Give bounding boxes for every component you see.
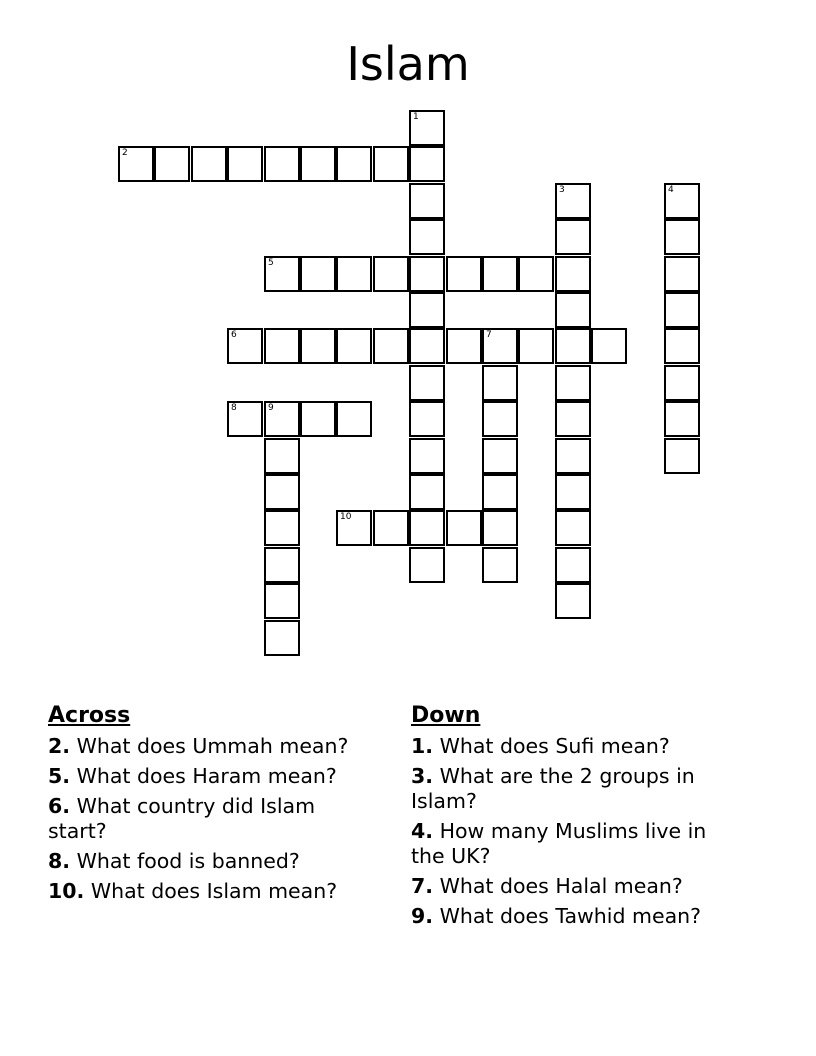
grid-cell[interactable]	[482, 328, 518, 364]
grid-cell[interactable]	[373, 146, 409, 182]
cell-number: 10	[340, 512, 352, 522]
grid-cell[interactable]	[191, 146, 227, 182]
cell-number: 1	[413, 112, 419, 122]
grid-cell[interactable]	[446, 510, 482, 546]
cell-number: 6	[231, 330, 237, 340]
grid-cell[interactable]	[154, 146, 190, 182]
grid-cell[interactable]	[446, 328, 482, 364]
clue-down-9	[411, 904, 741, 929]
clue-text: What country did Islam start?	[48, 794, 316, 843]
cell-number: 3	[559, 185, 565, 195]
grid-cell[interactable]	[336, 256, 372, 292]
grid-cell[interactable]	[591, 328, 627, 364]
grid-cell[interactable]	[555, 292, 591, 328]
grid-cell[interactable]	[482, 510, 518, 546]
grid-cell[interactable]	[664, 365, 700, 401]
grid-cell[interactable]	[409, 146, 445, 182]
clue-down-1	[411, 734, 741, 759]
clue-number: 1.	[411, 734, 434, 758]
clue-across-6	[48, 794, 378, 844]
grid-cell[interactable]	[664, 401, 700, 437]
clue-text: How many Muslims live in the UK?	[411, 819, 707, 868]
grid-cell[interactable]	[409, 438, 445, 474]
grid-cell[interactable]	[118, 146, 154, 182]
clue-text: What does Islam mean?	[90, 879, 338, 903]
grid-cell[interactable]	[336, 510, 372, 546]
grid-cell[interactable]	[664, 438, 700, 474]
clue-number: 5.	[48, 764, 71, 788]
grid-cell[interactable]	[555, 328, 591, 364]
clue-number: 9.	[411, 904, 434, 928]
grid-cell[interactable]	[300, 256, 336, 292]
clue-across-5	[48, 764, 378, 789]
grid-cell[interactable]	[664, 183, 700, 219]
grid-cell[interactable]	[264, 547, 300, 583]
grid-cell[interactable]	[409, 474, 445, 510]
grid-cell[interactable]	[336, 401, 372, 437]
clue-across-8	[48, 849, 378, 874]
grid-cell[interactable]	[264, 438, 300, 474]
grid-cell[interactable]	[555, 183, 591, 219]
grid-cell[interactable]	[555, 474, 591, 510]
cell-number: 5	[268, 258, 274, 268]
puzzle-title: Islam	[346, 37, 470, 91]
grid-cell[interactable]	[555, 438, 591, 474]
grid-cell[interactable]	[482, 547, 518, 583]
clue-number: 7.	[411, 874, 434, 898]
grid-cell[interactable]	[227, 328, 263, 364]
cell-number: 4	[668, 185, 674, 195]
grid-cell[interactable]	[555, 219, 591, 255]
clue-text: What does Tawhid mean?	[439, 904, 702, 928]
clue-number: 2.	[48, 734, 71, 758]
grid-cell[interactable]	[264, 256, 300, 292]
grid-cell[interactable]	[409, 401, 445, 437]
grid-cell[interactable]	[409, 547, 445, 583]
grid-cell[interactable]	[555, 583, 591, 619]
clue-across-10	[48, 879, 378, 904]
cell-number: 2	[122, 148, 128, 158]
grid-cell[interactable]	[264, 328, 300, 364]
grid-cell[interactable]	[300, 146, 336, 182]
cell-number: 9	[268, 403, 274, 413]
grid-cell[interactable]	[482, 256, 518, 292]
grid-cell[interactable]	[227, 146, 263, 182]
down-heading: Down	[411, 703, 481, 728]
grid-cell[interactable]	[264, 510, 300, 546]
grid-cell[interactable]	[336, 146, 372, 182]
clue-across-2	[48, 734, 378, 759]
grid-cell[interactable]	[555, 256, 591, 292]
grid-cell[interactable]	[227, 401, 263, 437]
grid-cell[interactable]	[518, 256, 554, 292]
grid-cell[interactable]	[264, 474, 300, 510]
clue-number: 6.	[48, 794, 71, 818]
clue-number: 8.	[48, 849, 71, 873]
grid-cell[interactable]	[264, 583, 300, 619]
cell-number: 8	[231, 403, 237, 413]
grid-cell[interactable]	[264, 401, 300, 437]
grid-cell[interactable]	[300, 401, 336, 437]
grid-cell[interactable]	[373, 328, 409, 364]
grid-cell[interactable]	[482, 438, 518, 474]
grid-cell[interactable]	[409, 365, 445, 401]
across-clues	[48, 702, 378, 909]
grid-cell[interactable]	[555, 365, 591, 401]
clue-text: What does Sufi mean?	[439, 734, 670, 758]
grid-cell[interactable]	[373, 510, 409, 546]
grid-cell[interactable]	[555, 510, 591, 546]
grid-cell[interactable]	[409, 510, 445, 546]
clue-text: What does Haram mean?	[76, 764, 337, 788]
grid-cell[interactable]	[264, 620, 300, 656]
grid-cell[interactable]	[482, 474, 518, 510]
grid-cell[interactable]	[373, 256, 409, 292]
grid-cell[interactable]	[409, 328, 445, 364]
grid-cell[interactable]	[409, 183, 445, 219]
grid-cell[interactable]	[518, 328, 554, 364]
grid-cell[interactable]	[482, 365, 518, 401]
clue-text: What does Halal mean?	[439, 874, 683, 898]
grid-cell[interactable]	[555, 547, 591, 583]
clue-number: 3.	[411, 764, 434, 788]
across-heading: Across	[48, 703, 131, 728]
grid-cell[interactable]	[300, 328, 336, 364]
clue-down-7	[411, 874, 741, 899]
cell-number: 7	[486, 330, 492, 340]
grid-cell[interactable]	[664, 219, 700, 255]
clue-down-4	[411, 819, 741, 869]
grid-cell[interactable]	[664, 328, 700, 364]
clue-number: 4.	[411, 819, 434, 843]
grid-cell[interactable]	[336, 328, 372, 364]
grid-cell[interactable]	[264, 146, 300, 182]
down-clues	[411, 702, 741, 934]
grid-cell[interactable]	[409, 256, 445, 292]
grid-cell[interactable]	[446, 256, 482, 292]
clue-text: What food is banned?	[76, 849, 300, 873]
grid-cell[interactable]	[409, 110, 445, 146]
grid-cell[interactable]	[409, 219, 445, 255]
grid-cell[interactable]	[482, 401, 518, 437]
grid-cell[interactable]	[409, 292, 445, 328]
clue-text: What does Ummah mean?	[76, 734, 349, 758]
clue-number: 10.	[48, 879, 85, 903]
grid-cell[interactable]	[664, 256, 700, 292]
clue-text: What are the 2 groups in Islam?	[411, 764, 695, 813]
grid-cell[interactable]	[664, 292, 700, 328]
clue-down-3	[411, 764, 741, 814]
grid-cell[interactable]	[555, 401, 591, 437]
